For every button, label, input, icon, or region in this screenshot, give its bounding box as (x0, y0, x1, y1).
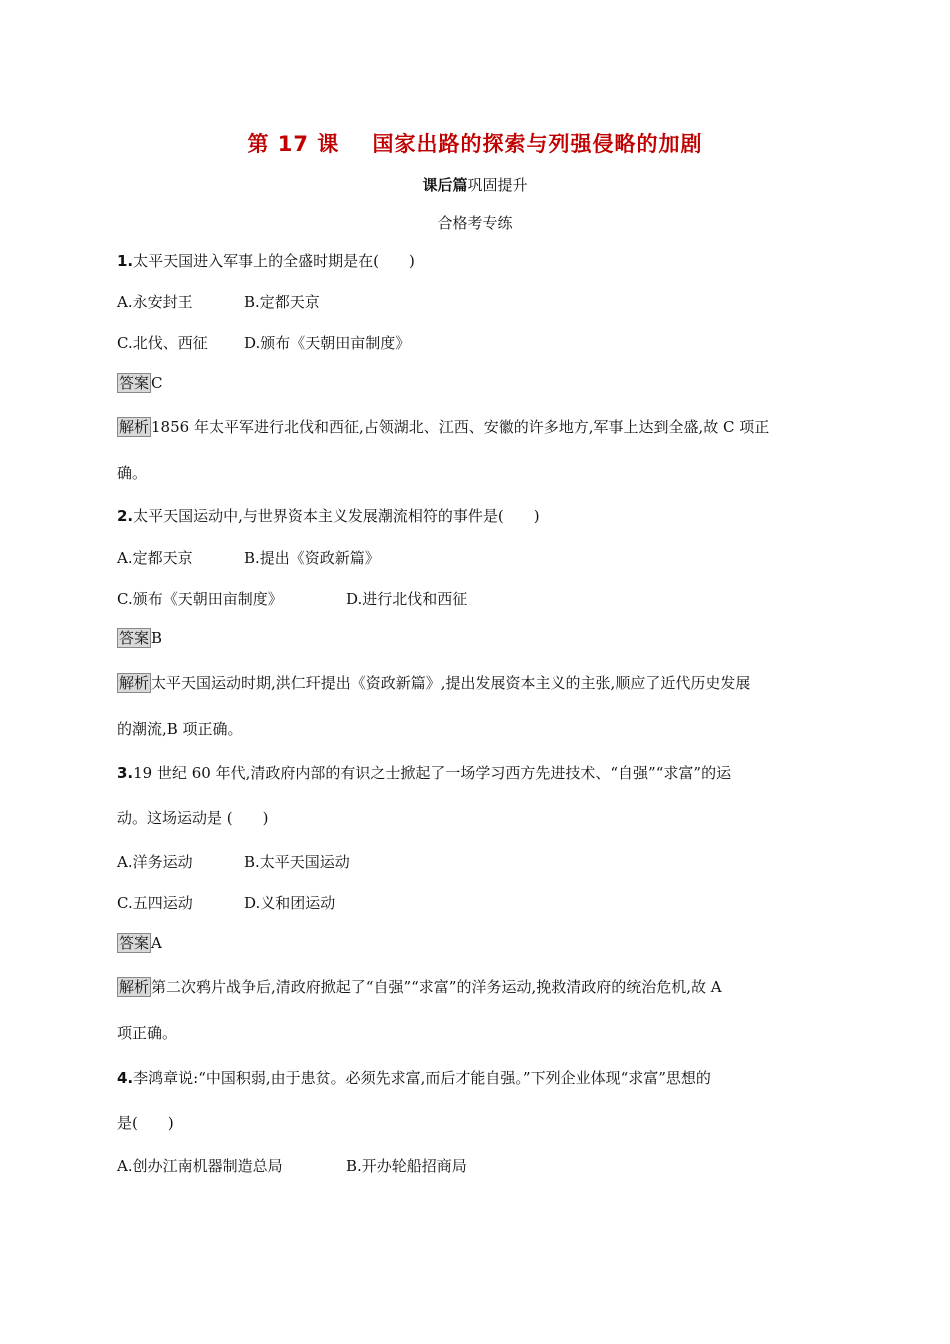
analysis-text: 太平天国运动时期,洪仁玕提出《资政新篇》,提出发展资本主义的主张,顺应了近代历史发展 (151, 674, 751, 692)
answer-tag: 答案 (119, 374, 150, 392)
q1-option-d: D.颁布《天朝田亩制度》 (244, 334, 411, 352)
answer-value: A (151, 934, 162, 952)
q3-analysis-cont: 项正确。 (117, 1024, 178, 1042)
q1-analysis-cont: 确。 (117, 464, 148, 482)
subtitle-rest: 巩固提升 (467, 176, 528, 194)
analysis-text: 1856 年太平军进行北伐和西征,占领湖北、江西、安徽的许多地方,军事上达到全盛,故 C 项正 (151, 418, 770, 436)
q4-option-b: B.开办轮船招商局 (346, 1157, 467, 1175)
q2-option-c: C.颁布《天朝田亩制度》 (117, 590, 283, 608)
question-text: 太平天国进入军事上的全盛时期是在( ) (133, 252, 415, 270)
question-number: 3. (117, 764, 134, 782)
q3-answer (117, 933, 837, 953)
q1-option-a: A.永安封王 (117, 293, 193, 311)
q1-analysis (117, 416, 837, 437)
question-text: 19 世纪 60 年代,清政府内部的有识之士掀起了一场学习西方先进技术、“自强”“求富”的运 (133, 764, 732, 782)
q2-analysis (117, 672, 837, 693)
analysis-tag: 解析 (119, 418, 150, 436)
q3-option-d: D.义和团运动 (244, 894, 336, 912)
question-4-stem-cont: 是( ) (117, 1114, 174, 1132)
q2-option-b: B.提出《资政新篇》 (244, 549, 380, 567)
q1-option-b: B.定都天京 (244, 293, 320, 311)
subtitle-bold: 课后篇 (422, 176, 468, 194)
q3-option-a: A.洋务运动 (117, 853, 193, 871)
q1-answer (117, 373, 837, 393)
q4-option-a: A.创办江南机器制造总局 (117, 1157, 283, 1175)
answer-tag: 答案 (119, 934, 150, 952)
subtitle (0, 174, 950, 195)
analysis-tag: 解析 (119, 674, 150, 692)
question-2-stem (117, 505, 837, 526)
question-text: 太平天国运动中,与世界资本主义发展潮流相符的事件是( ) (133, 507, 540, 525)
question-3-stem-cont: 动。这场运动是 ( ) (117, 809, 269, 827)
analysis-tag: 解析 (119, 978, 150, 996)
q2-analysis-cont: 的潮流,B 项正确。 (117, 720, 243, 738)
question-number: 4. (117, 1069, 134, 1087)
q3-analysis (117, 976, 837, 997)
analysis-text: 第二次鸦片战争后,清政府掀起了“自强”“求富”的洋务运动,挽救清政府的统治危机,故 A (151, 978, 722, 996)
answer-value: C (151, 374, 163, 392)
question-number: 2. (117, 507, 134, 525)
q2-option-d: D.进行北伐和西征 (346, 590, 468, 608)
question-4-stem (117, 1067, 837, 1088)
q2-answer (117, 628, 837, 648)
question-3-stem (117, 762, 837, 783)
q1-option-c: C.北伐、西征 (117, 334, 208, 352)
section-heading: 合格考专练 (437, 214, 513, 232)
question-text: 李鸿章说:“中国积弱,由于患贫。必须先求富,而后才能自强。”下列企业体现“求富”思想的 (133, 1069, 711, 1087)
question-1-stem (117, 250, 837, 271)
q3-option-b: B.太平天国运动 (244, 853, 350, 871)
lesson-title: 第 17 课 国家出路的探索与列强侵略的加剧 (247, 132, 703, 156)
answer-tag: 答案 (119, 629, 150, 647)
answer-value: B (151, 629, 163, 647)
q3-option-c: C.五四运动 (117, 894, 193, 912)
q2-option-a: A.定都天京 (117, 549, 193, 567)
question-number: 1. (117, 252, 134, 270)
